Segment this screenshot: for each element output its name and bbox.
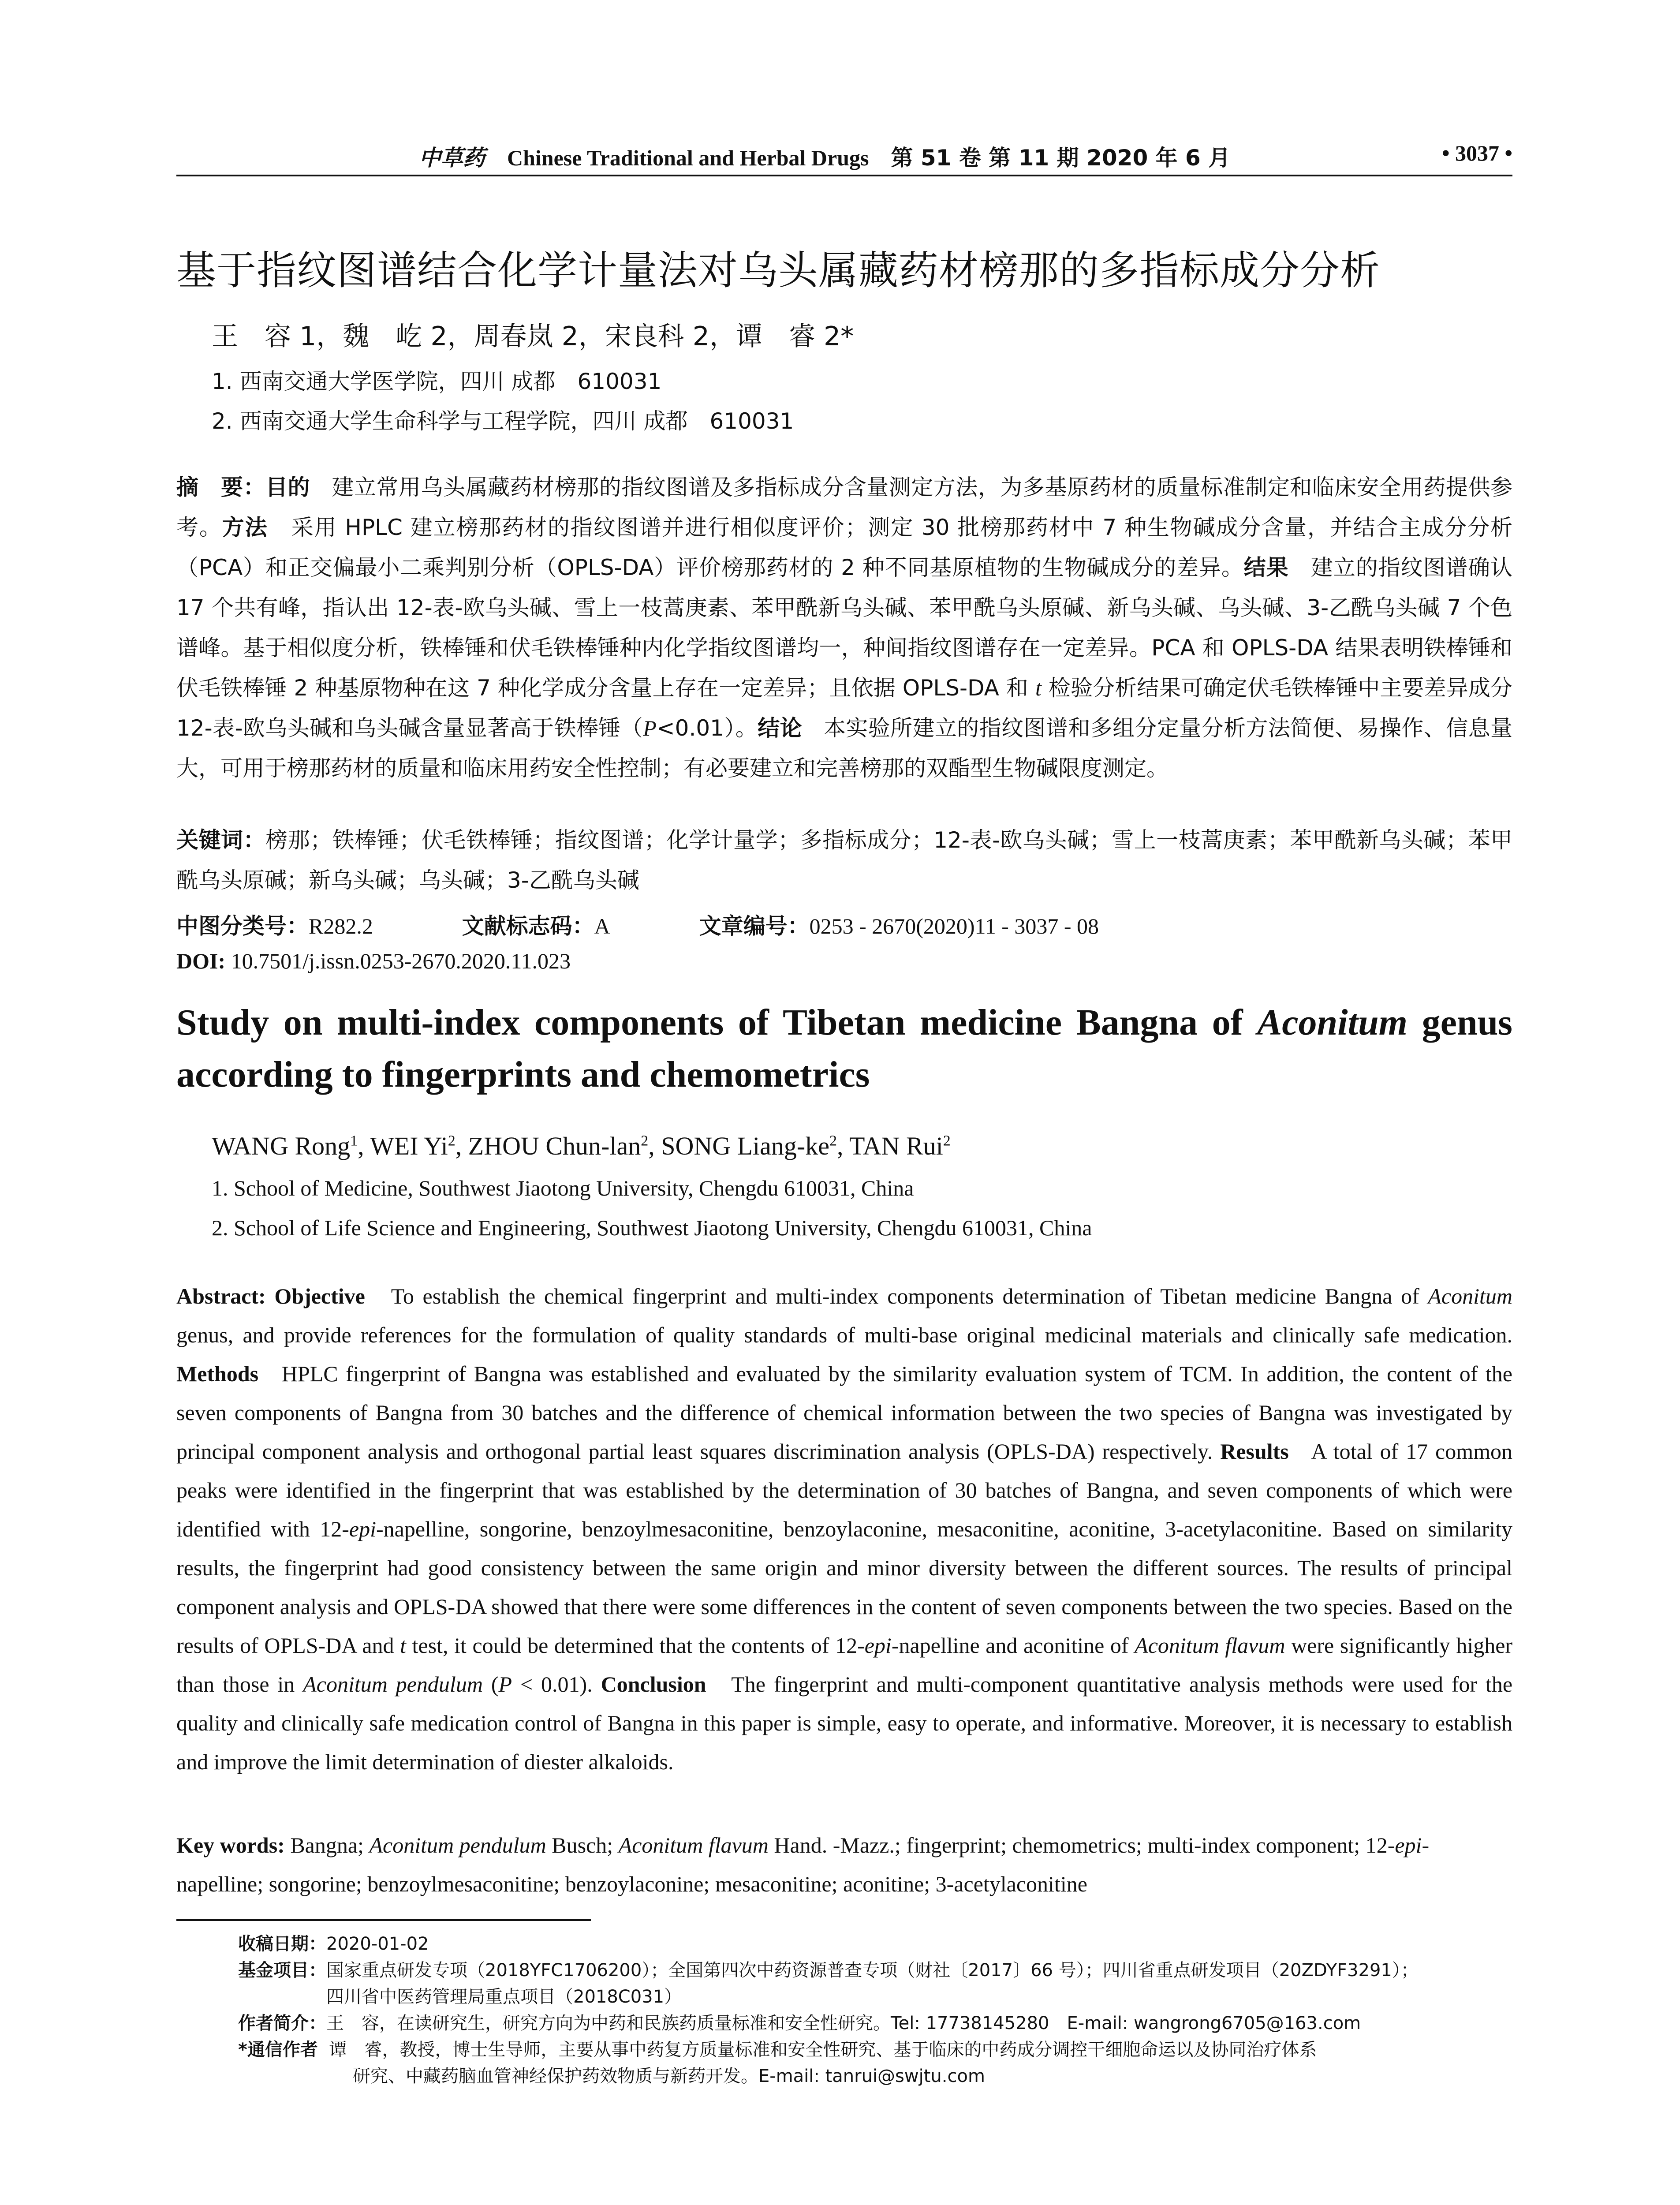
objective-text-cn: 建立常用乌头属藏药材榜那的指纹图谱及多指标成分含量测定方法，为多基原药材的质量标准制定和临床安全用药提供参考。 (176, 475, 1513, 540)
doi-value: 10.7501/j.issn.0253-2670.2020.11.023 (231, 949, 571, 973)
results-text-en-4: -napelline and aconitine of (891, 1633, 1129, 1658)
fund-text-2: 四川省中医药管理局重点项目（2018C031） (326, 1987, 682, 2007)
fund-label: 基金项目： (238, 1960, 326, 1981)
affiliation-en-2: 2. School of Life Science and Engineering, Southwest Jiaotong University, Chengdu 610031, China (212, 1215, 1092, 1240)
clc-label: 中图分类号： (176, 913, 309, 939)
keywords-text-cn: 榜那；铁棒锤；伏毛铁棒锤；指纹图谱；化学计量学；多指标成分；12-表-欧乌头碱；雪上一枝蒿庚素；苯甲酰新乌头碱；苯甲酰乌头原碱；新乌头碱；乌头碱；3-乙酰乌头碱 (176, 827, 1512, 893)
received-label: 收稿日期： (238, 1934, 326, 1954)
footnote-author-bio (238, 2011, 1361, 2036)
journal-name-en: Chinese Traditional and Herbal Drugs (507, 146, 869, 170)
conclusion-text-cn: 本实验所建立的指纹图谱和多组分定量分析方法简便、易操作、信息量大，可用于榜那药材的质量和临床用药安全性控制；有必要建立和完善榜那的双酯型生物碱限度测定。 (176, 715, 1512, 781)
abstract-label-cn: 摘 要： (176, 475, 266, 500)
author-affiliation-mark: 2 (641, 1132, 649, 1149)
journal-line (419, 140, 1230, 172)
corr-text-2: 研究、中藏药脑血管神经保护药效物质与新药开发。E-mail: tanrui@swjtu.com (353, 2066, 985, 2086)
author-affiliation-mark: 1 (350, 1132, 358, 1149)
results-p-en: P (498, 1672, 512, 1697)
keywords-en-1: Bangna; (290, 1833, 364, 1857)
results-epi-en: epi (349, 1517, 376, 1541)
affiliation-en-1: 1. School of Medicine, Southwest Jiaotong University, Chengdu 610031, China (212, 1176, 914, 1200)
author-affiliation-mark: 2 (448, 1132, 455, 1149)
results-label-cn: 结果 (1243, 555, 1289, 580)
results-t-en: t (400, 1633, 407, 1658)
bio-label: 作者简介： (238, 2013, 326, 2033)
objective-label-cn: 目的 (265, 475, 310, 500)
conclusion-label-en: Conclusion (601, 1672, 706, 1697)
author-name: TAN Rui (849, 1132, 943, 1160)
article-no-label: 文章编号： (699, 913, 810, 939)
results-pendulum-en: Aconitum pendulum (303, 1672, 483, 1697)
results-text-en-1: A total of 17 common peaks were identified in the fingerprint that was established by the determination of 30 batches of Bangna, and seven components of which were identified with 12- (176, 1439, 1513, 1541)
article-title-cn: 基于指纹图谱结合化学计量法对乌头属藏药材榜那的多指标成分分析 (176, 247, 1380, 294)
results-text-cn-2: 检验分析结果可确定伏毛铁棒锤中主要差异成分 12-表-欧乌头碱和乌头碱含量显著高于铁棒锤（ (176, 675, 1513, 741)
received-date: 2020-01-02 (326, 1934, 429, 1954)
keywords-en-4: -napelline; songorine; benzoylmesaconitine; benzoylaconine; mesaconitine; aconitine; 3-acetylaconitine (176, 1833, 1430, 1896)
keywords-en (176, 1826, 1512, 1903)
abstract-cn (176, 467, 1512, 789)
page-number: • 3037 • (1441, 141, 1512, 165)
doi-label: DOI: (176, 949, 226, 973)
corr-text-1: 谭 睿，教授，博士生导师，主要从事中药复方质量标准和安全性研究、基于临床的中药成分调控干细胞命运以及协同治疗体系 (329, 2040, 1317, 2060)
affiliation-cn-2: 2. 西南交通大学生命科学与工程学院，四川 成都 610031 (212, 408, 794, 434)
title-en-part-1: Study on multi-index components of Tibetan medicine Bangna of (176, 1002, 1243, 1043)
conclusion-label-cn: 结论 (758, 715, 802, 741)
author-name: WEI Yi (370, 1132, 448, 1160)
doc-code-label: 文献标志码： (462, 913, 594, 939)
keywords-en-flavum: Aconitum flavum (618, 1833, 769, 1857)
bio-text: 王 容，在读研究生，研究方向为中药和民族药质量标准和安全性研究。Tel: 17738145280 E-mail: wangrong6705@163.com (326, 2013, 1361, 2033)
clc-value: R282.2 (309, 914, 373, 938)
results-text-cn-1: 建立的指纹图谱确认 17 个共有峰，指认出 12-表-欧乌头碱、雪上一枝蒿庚素、苯甲酰新乌头碱、苯甲酰乌头原碱、新乌头碱、乌头碱、3-乙酰乌头碱 7 个色谱峰。基于相似度分析，铁棒锤和伏毛铁棒锤种内化学指纹图谱均一，种间指纹图谱存在一定差异。PCA 和 OPLS-DA 结果表明铁棒锤和伏毛铁棒锤 2 种基原物种在这 7 种化学成分含量上存在一定差异；且依据 OPLS-DA 和 (176, 555, 1513, 701)
authors-en: WANG Rong$^1$, WEI Yi$^2$, ZHOU Chun-lan$^2$, SONG Liang-$ke^2$, TAN Rui$^2$ (212, 1132, 951, 1160)
methods-label-en: Methods (176, 1361, 259, 1386)
keywords-label-en: Key words: (176, 1833, 285, 1857)
classification-line (176, 908, 1099, 940)
running-header (176, 140, 1512, 176)
authors-cn: 王 容 1，魏 屹 2，周春岚 2，宋良科 2，谭 睿 2* (212, 321, 854, 352)
abstract-en (176, 1277, 1512, 1781)
conclusion-text-en: The fingerprint and multi-component quantitative analysis methods were used for the quality and clinically safe medication control of Bangna in this paper is simple, easy to operate, and informative. Moreover, it is necessary to establish and improve the limit determination of diester alkaloids. (176, 1672, 1513, 1774)
doi-line (176, 948, 571, 974)
results-text-en-7: < 0.01). (520, 1672, 593, 1697)
methods-label-cn: 方法 (222, 515, 268, 540)
title-en-part-2: genus according to fingerprints and chemometrics (176, 1002, 1512, 1095)
keywords-label-cn: 关键词： (176, 827, 266, 853)
results-p-cn: P (643, 716, 657, 740)
results-epi2-en: epi (864, 1633, 892, 1658)
author-affiliation-mark: 2 (943, 1132, 951, 1149)
results-text-en-5: were significantly higher than those in (176, 1633, 1513, 1697)
results-t-cn: t (1035, 676, 1042, 700)
objective-label-en: Objective (274, 1284, 365, 1308)
article-no-value: 0253 - 2670(2020)11 - 3037 - 08 (809, 914, 1099, 938)
keywords-en-2: Busch; (552, 1833, 613, 1857)
results-text-en-3: test, it could be determined that the contents of 12- (412, 1633, 865, 1658)
abstract-label-en: Abstract: (176, 1284, 266, 1308)
keywords-en-3: Hand. -Mazz.; fingerprint; chemometrics; multi-index component; 12- (774, 1833, 1395, 1857)
footnote-fund (238, 1958, 1419, 1983)
author-name: WANG Rong (212, 1132, 351, 1160)
keywords-en-epi: epi (1395, 1833, 1422, 1857)
author-name: ZHOU Chun-lan (468, 1132, 641, 1160)
header-rule (176, 175, 1512, 176)
article-title-en (176, 997, 1512, 1101)
results-text-en-6: ( (491, 1672, 499, 1697)
title-en-genus: Aconitum (1257, 1002, 1407, 1043)
footnote-received (238, 1932, 429, 1956)
methods-text-en: HPLC fingerprint of Bangna was established and evaluated by the similarity evaluation system of TCM. In addition, the content of the seven components of Bangna from 30 batches and the difference of chemical information between the two species of Bangna was investigated by principal component analysis and orthogonal partial least squares discrimination analysis (OPLS-DA) respectively. (176, 1361, 1513, 1464)
doc-code-value: A (594, 914, 610, 938)
affiliation-cn-1: 1. 西南交通大学医学院，四川 成都 610031 (212, 369, 662, 394)
objective-genus-en: Aconitum (1428, 1284, 1513, 1308)
results-text-cn-3: <0.01）。 (656, 715, 758, 741)
results-label-en: Results (1220, 1439, 1289, 1464)
author-affiliation-mark: 2 (829, 1132, 837, 1149)
author-name: SONG Liang-ke (661, 1132, 829, 1160)
keywords-cn (176, 820, 1512, 901)
fund-text-1: 国家重点研发专项（2018YFC1706200）；全国第四次中药资源普查专项（财社〔2017〕66 号）；四川省重点研发项目（20ZDYF3291）； (326, 1960, 1419, 1981)
results-text-en-2: -napelline, songorine, benzoylmesaconitine, benzoylaconine, mesaconitine, aconitine, 3-acetylaconitine. Based on similarity results, the fingerprint had good consistency between the same origin and minor diversity between the different sources. The results of principal component analysis and OPLS-DA showed that there were some differences in the content of seven components between the two species. Based on the results of OPLS-DA and (176, 1517, 1512, 1658)
methods-text-cn: 采用 HPLC 建立榜那药材的指纹图谱并进行相似度评价；测定 30 批榜那药材中 7 种生物碱成分含量，并结合主成分分析（PCA）和正交偏最小二乘判别分析（OPLS-DA）评价榜那药材的 2 种不同基原植物的生物碱成分的差异。 (176, 515, 1513, 580)
objective-text-en-2: genus, and provide references for the formulation of quality standards of multi-base original medicinal materials and clinically safe medication. (176, 1323, 1512, 1347)
corr-label: *通信作者 (238, 2040, 318, 2060)
footnote-corresponding (238, 2037, 1317, 2062)
footnote-rule (176, 1919, 591, 1921)
keywords-en-pendulum: Aconitum pendulum (369, 1833, 546, 1857)
journal-name-cn: 中草药 (419, 145, 485, 171)
journal-issue: 第 51 卷 第 11 期 2020 年 6 月 (891, 145, 1231, 171)
objective-text-en-1: To establish the chemical fingerprint and multi-index components determination of Tibetan medicine Bangna of (391, 1284, 1419, 1308)
results-flavum-en: Aconitum flavum (1135, 1633, 1285, 1658)
